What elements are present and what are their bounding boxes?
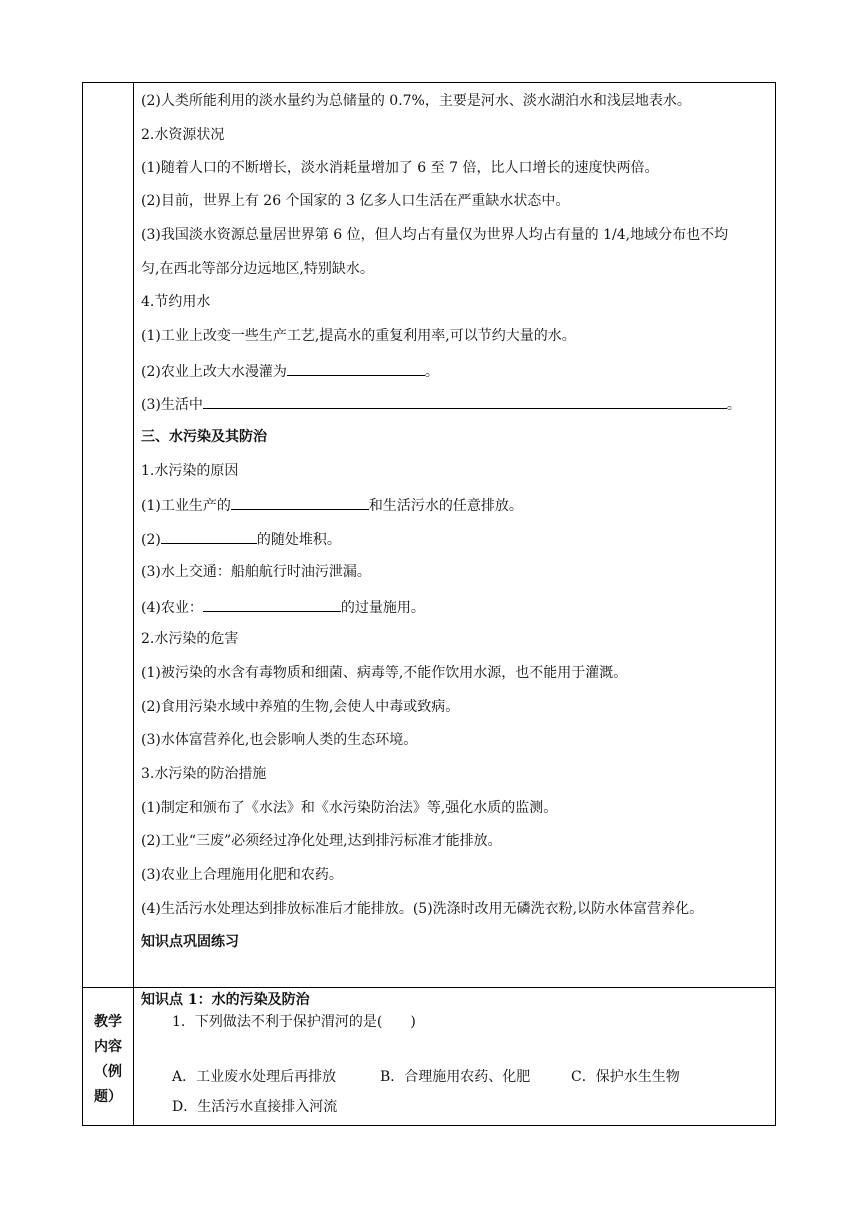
- section-heading: 2.水污染的危害: [141, 631, 239, 647]
- text-line: (3)农业上合理施用化肥和农药。: [141, 867, 343, 883]
- text-line: 匀,在西北等部分边远地区,特别缺水。: [141, 261, 374, 277]
- fill-blank-line: [141, 529, 341, 549]
- text-line: (4)生活污水处理达到排放标准后才能排放。(5)洗涤时改用无磷洗衣粉,以防水体富营养化。: [141, 901, 704, 917]
- line-prefix: (3)生活中: [141, 397, 203, 413]
- text-line: (1)被污染的水含有毒物质和细菌、病毒等,不能作饮用水源，也不能用于灌溉。: [141, 665, 628, 681]
- line-prefix: (1)工业生产的: [141, 498, 231, 514]
- answer-blank: [231, 495, 369, 510]
- answer-blank: [203, 597, 341, 612]
- line-suffix: 。: [726, 397, 741, 413]
- fill-blank-line: [141, 597, 425, 617]
- row-divider: [82, 987, 776, 988]
- line-prefix: (4)农业：: [141, 600, 203, 616]
- option-d: D．生活污水直接排入河流: [172, 1099, 338, 1115]
- text-line: (3)水上交通：船舶航行时油污泄漏。: [141, 564, 371, 580]
- option-c: C．保护水生生物: [571, 1069, 680, 1085]
- question-text: 1．下列做法不利于保护渭河的是( ): [172, 1014, 416, 1030]
- text-line: (2)目前，世界上有 26 个国家的 3 亿多人口生活在严重缺水状态中。: [141, 193, 570, 209]
- line-suffix: 和生活污水的任意排放。: [368, 498, 523, 514]
- line-prefix: (2): [141, 532, 161, 548]
- text-line: (2)人类所能利用的淡水量约为总储量的 0.7%，主要是河水、淡水湖泊水和浅层地表水。: [141, 93, 691, 109]
- fill-blank-line: [141, 361, 439, 381]
- example-heading: 知识点 1：水的污染及防治: [141, 992, 310, 1008]
- text-line: (1)随着人口的不断增长，淡水消耗量增加了 6 至 7 倍，比人口增长的速度快两倍。: [141, 160, 659, 176]
- option-a: A．工业废水处理后再排放: [172, 1069, 337, 1085]
- line-suffix: 。: [424, 364, 439, 380]
- fill-blank-line: [141, 495, 523, 515]
- line-suffix: 的过量施用。: [340, 600, 425, 616]
- section-heading: 三、水污染及其防治: [141, 429, 267, 445]
- text-line: (2)工业“三废”必须经过净化处理,达到排污标准才能排放。: [141, 833, 502, 849]
- row-label: [84, 1010, 132, 1110]
- text-line: (3)水体富营养化,也会影响人类的生态环境。: [141, 732, 418, 748]
- text-line: (2)食用污染水域中养殖的生物,会使人中毒或致病。: [141, 699, 460, 715]
- line-suffix: 的随处堆积。: [256, 532, 341, 548]
- section-heading: 3.水污染的防治措施: [141, 766, 267, 782]
- answer-blank: [203, 394, 727, 409]
- text-line: (3)我国淡水资源总量居世界第 6 位，但人均占有量仅为世界人均占有量的 1/4,地域分布也不均: [141, 227, 729, 243]
- row-label-line: 内容: [94, 1039, 122, 1055]
- text-line: (1)制定和颁布了《水法》和《水污染防治法》等,强化水质的监测。: [141, 800, 558, 816]
- option-b: B．合理施用农药、化肥: [380, 1069, 531, 1085]
- section-heading: 4.节约用水: [141, 294, 211, 310]
- text-line: (1)工业上改变一些生产工艺,提高水的重复利用率,可以节约大量的水。: [141, 328, 576, 344]
- answer-blank: [287, 361, 425, 376]
- section-heading: 2.水资源状况: [141, 127, 225, 143]
- section-heading: 知识点巩固练习: [141, 934, 239, 950]
- row-label-line: 题）: [94, 1089, 122, 1105]
- answer-blank: [161, 529, 257, 544]
- row-label-line: 教学: [94, 1014, 122, 1030]
- line-prefix: (2)农业上改大水漫灌为: [141, 364, 287, 380]
- row-label-line: （例: [94, 1064, 122, 1080]
- fill-blank-line: [141, 394, 741, 414]
- column-divider: [133, 82, 134, 1126]
- section-heading: 1.水污染的原因: [141, 463, 239, 479]
